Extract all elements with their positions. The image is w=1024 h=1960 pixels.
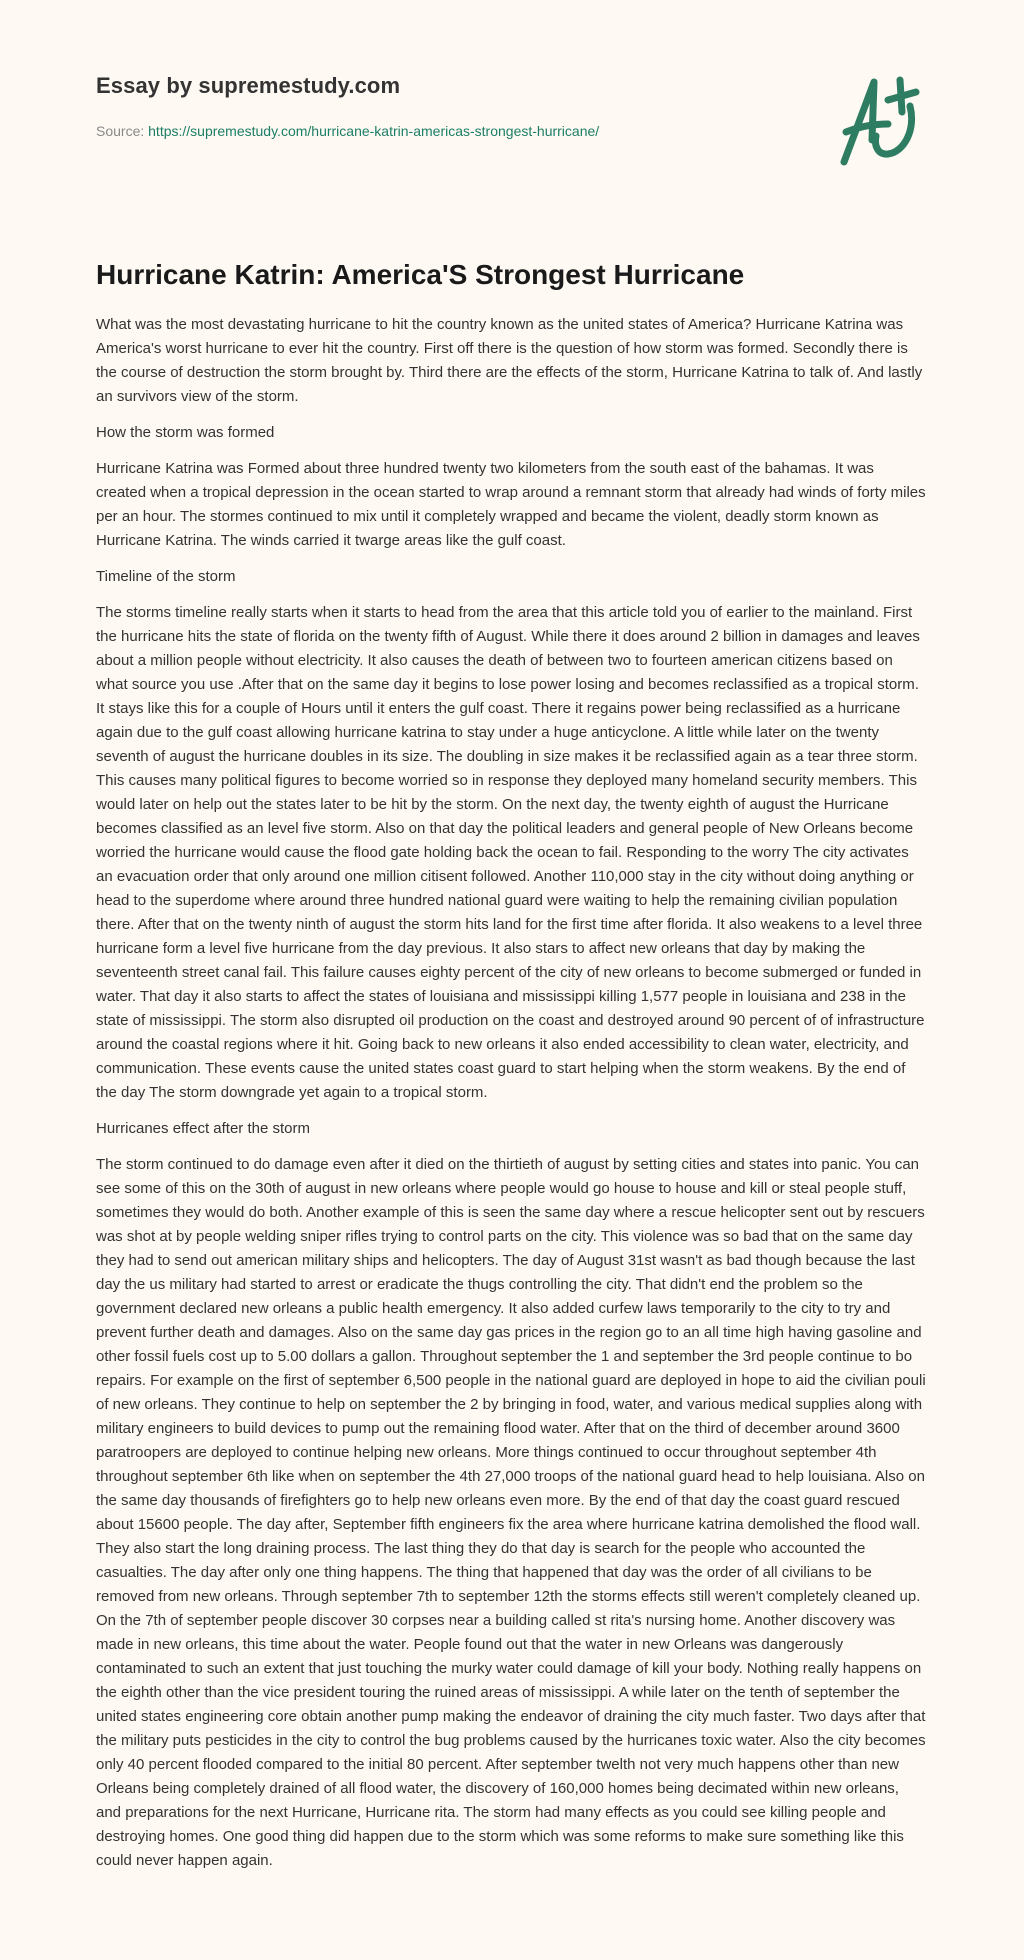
page-header xyxy=(96,0,928,180)
source-line xyxy=(96,123,599,139)
source-link[interactable]: https://supremestudy.com/hurricane-katrin-americas-strongest-hurricane/ xyxy=(148,123,600,139)
a-plus-grade-icon xyxy=(826,70,926,170)
section-heading-effects: Hurricanes effect after the storm xyxy=(96,1120,310,1137)
effects-paragraph: The storm continued to do damage even after it died on the thirtieth of august by setting cities and states into panic. You can see some of this on the 30th of august in new orleans where people would go house to house and kill or steal people stuff, sometimes they would do both. Another example of this is seen the same day where a rescue helicopter sent out by rescuers was shot at by people welding sniper rifles trying to control parts on the city. This violence was so bad that on the same day they had to send out american military ships and helicopters. The day of August 31st wasn't as bad though because the last day the us military had started to arrest or eradicate the thugs controlling the city. That didn't end the problem so the government declared new orleans a public health emergency. It also added curfew laws temporarily to the city to try and prevent further death and damages. Also on the same day gas prices in the region go to an all time high having gasoline and other fossil fuels cost up to 5.00 dollars a gallon. Throughout september the 1 and september the 3rd people continue to bo repairs. For example on the first of september 6,500 people in the national guard are deployed in hope to aid the civilian pouli of new orleans. They continue to help on september the 2 by bringing in food, water, and various medical supplies along with military engineers to build devices to pump out the remaining flood water. After that on the third of december around 3600 paratroopers are deployed to continue helping new orleans. More things continued to occur throughout september 4th throughout september 6th like when on september the 4th 27,000 troops of the national guard head to help louisiana. Also on the same day thousands of firefighters go to help new orleans even more. By the end of that day the coast guard rescued about 15600 people. The day after, September fifth engineers fix the area where hurricane katrina demolished the flood wall. They also start the long draining process. The last thing they do that day is search for the people who accounted the casualties. The day after only one thing happens. The thing that happened that day was the order of all civilians to be removed from new orleans. Through september 7th to september 12th the storms effects still weren't completely cleaned up. On the 7th of september people discover 30 corpses near a building called st rita's nursing home. Another discovery was made in new orleans, this time about the water. People found out that the water in new Orleans was dangerously contaminated to such an extent that just touching the murky water could damage of kill your body. Nothing really happens on the eighth other than the vice president touring the ruined areas of mississippi. A while later on the tenth of september the united states engineering core obtain another pump making the endeavor of draining the city much faster. Two days after that the military puts pesticides in the city to control the bug problems caused by the hurricanes toxic water. Also the city becomes only 40 percent flooded compared to the initial 80 percent. After september twelth not very much happens other than new Orleans being completely drained of all flood water, the discovery of 160,000 homes being decimated within new orleans, and preparations for the next Hurricane, Hurricane rita. The storm had many effects as you could see killing people and destroying homes. One good thing did happen due to the storm which was some reforms to make sure something like this could never happen again. xyxy=(96,1156,926,1869)
essay-body xyxy=(96,313,928,1873)
site-title: Essay by supremestudy.com xyxy=(96,73,401,98)
section-heading-timeline: Timeline of the storm xyxy=(96,568,236,585)
source-label: Source: xyxy=(96,123,149,139)
essay-title: Hurricane Katrin: America'S Strongest Hurricane xyxy=(96,259,745,290)
formation-paragraph: Hurricane Katrina was Formed about three hundred twenty two kilometers from the south east of the bahamas. It was created when a tropical depression in the ocean started to wrap around a remnant storm that already had winds of forty miles per an hour. The stormes continued to mix until it completely wrapped and became the violent, deadly storm known as Hurricane Katrina. The winds carried it twarge areas like the gulf coast. xyxy=(96,460,926,549)
intro-paragraph: What was the most devastating hurricane to hit the country known as the united states of America? Hurricane Katrina was America's worst hurricane to ever hit the country. First off there is the question of how storm was formed. Secondly there is the course of destruction the storm brought by. Third there are the effects of the storm, Hurricane Katrina to talk of. And lastly an survivors view of the storm. xyxy=(96,316,923,405)
timeline-paragraph: The storms timeline really starts when it starts to head from the area that this article told you of earlier to the mainland. First the hurricane hits the state of florida on the twenty fifth of August. While there it does around 2 billion in damages and leaves about a million people without electricity. It also causes the death of between two to fourteen american citizens based on what source you use .After that on the same day it begins to lose power losing and becomes reclassified as a tropical storm. It stays like this for a couple of Hours until it enters the gulf coast. There it regains power being reclassified as a hurricane again due to the gulf coast allowing hurricane katrina to stay under a huge anticyclone. A little while later on the twenty seventh of august the hurricane doubles in its size. The doubling in size makes it be reclassified again as a tear three storm. This causes many political figures to become worried so in response they deployed many homeland security members. This would later on help out the states later to be hit by the storm. On the next day, the twenty eighth of august the Hurricane becomes classified as an level five storm. Also on that day the political leaders and general people of New Orleans become worried the hurricane would cause the flood gate holding back the ocean to fail. Responding to the worry The city activates an evacuation order that only around one million citisent followed. Another 110,000 stay in the city without doing anything or head to the superdome where around three hundred national guard were waiting to help the remaining civilian population there. After that on the twenty ninth of august the storm hits land for the first time after florida. It also weakens to a level three hurricane form a level five hurricane from the day previous. It also stars to affect new orleans that day by making the seventeenth street canal fail. This failure causes eighty percent of the city of new orleans to become submerged or funded in water. That day it also starts to affect the states of louisiana and mississippi killing 1,577 people in louisiana and 238 in the state of mississippi. The storm also disrupted oil production on the coast and destroyed around 90 percent of of infrastructure around the coastal regions where it hit. Going back to new orleans it also ended accessibility to clean water, electricity, and communication. These events cause the united states coast guard to start helping when the storm weakens. By the end of the day The storm downgrade yet again to a tropical storm. xyxy=(96,604,925,1101)
section-heading-formation: How the storm was formed xyxy=(96,424,275,441)
